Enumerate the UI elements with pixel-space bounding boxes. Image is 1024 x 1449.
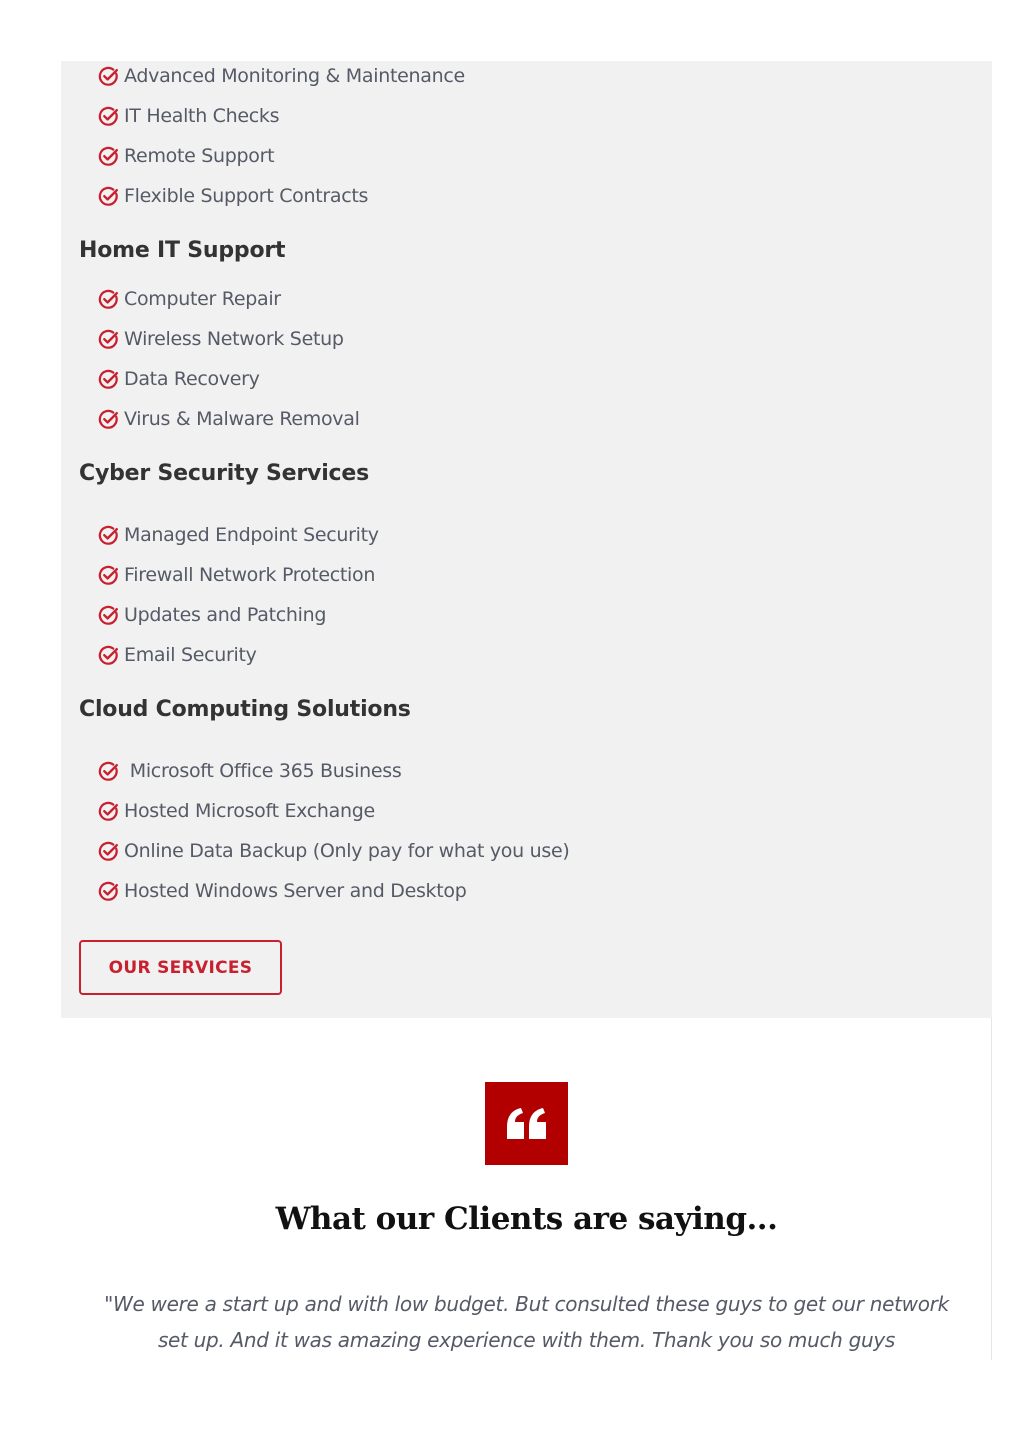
testimonials-title: What our Clients are saying... (275, 1201, 778, 1237)
list-item (98, 182, 368, 210)
quote-icon-glyph (505, 1107, 549, 1141)
check-circle-icon (98, 761, 119, 782)
list-item (98, 365, 260, 393)
service-item-label: Managed Endpoint Security (124, 524, 379, 546)
check-circle-icon (98, 645, 119, 666)
check-circle-icon (98, 66, 119, 87)
our-services-button[interactable]: OUR SERVICES (79, 940, 282, 995)
list-item (98, 797, 375, 825)
service-item-label: Updates and Patching (124, 604, 327, 626)
list-item (98, 641, 257, 669)
service-item-label: Email Security (124, 644, 257, 666)
check-circle-icon (98, 605, 119, 626)
list-item (98, 757, 401, 785)
service-item-label: Remote Support (124, 145, 275, 167)
check-circle-icon (98, 146, 119, 167)
service-item-label: Flexible Support Contracts (124, 185, 369, 207)
cyber-security-heading: Cyber Security Services (79, 461, 369, 486)
service-item-label: Virus & Malware Removal (124, 408, 360, 430)
list-item (98, 325, 344, 353)
check-circle-icon (98, 409, 119, 430)
service-item-label: Hosted Windows Server and Desktop (124, 880, 467, 902)
check-circle-icon (98, 525, 119, 546)
list-item (98, 837, 569, 865)
quote-icon (485, 1082, 568, 1165)
service-item-label: Firewall Network Protection (124, 564, 376, 586)
testimonials-section (61, 1018, 992, 1360)
list-item (98, 561, 375, 589)
service-item-label: Online Data Backup (Only pay for what you use) (124, 840, 570, 862)
check-circle-icon (98, 841, 119, 862)
check-circle-icon (98, 289, 119, 310)
check-circle-icon (98, 106, 119, 127)
check-circle-icon (98, 881, 119, 902)
service-item-label: Wireless Network Setup (124, 328, 344, 350)
services-panel (61, 61, 992, 1018)
cloud-computing-heading: Cloud Computing Solutions (79, 697, 411, 722)
service-item-label: Microsoft Office 365 Business (124, 760, 402, 782)
list-item (98, 285, 281, 313)
list-item (98, 102, 279, 130)
testimonial-quote: "We were a start up and with low budget. But consulted these guys to get our network set up. And it was amazing experience with them. Thank you so much guys (104, 1292, 949, 1352)
service-item-label: IT Health Checks (124, 105, 280, 127)
service-item-label: Hosted Microsoft Exchange (124, 800, 375, 822)
list-item (98, 877, 467, 905)
list-item (98, 521, 379, 549)
check-circle-icon (98, 186, 119, 207)
list-item (98, 142, 274, 170)
service-item-label: Data Recovery (124, 368, 260, 390)
list-item (98, 405, 360, 433)
check-circle-icon (98, 801, 119, 822)
check-circle-icon (98, 329, 119, 350)
check-circle-icon (98, 369, 119, 390)
check-circle-icon (98, 565, 119, 586)
service-item-label: Computer Repair (124, 288, 281, 310)
list-item (98, 601, 326, 629)
home-it-support-heading: Home IT Support (79, 238, 286, 263)
list-item (98, 62, 465, 90)
service-item-label: Advanced Monitoring & Maintenance (124, 65, 465, 87)
